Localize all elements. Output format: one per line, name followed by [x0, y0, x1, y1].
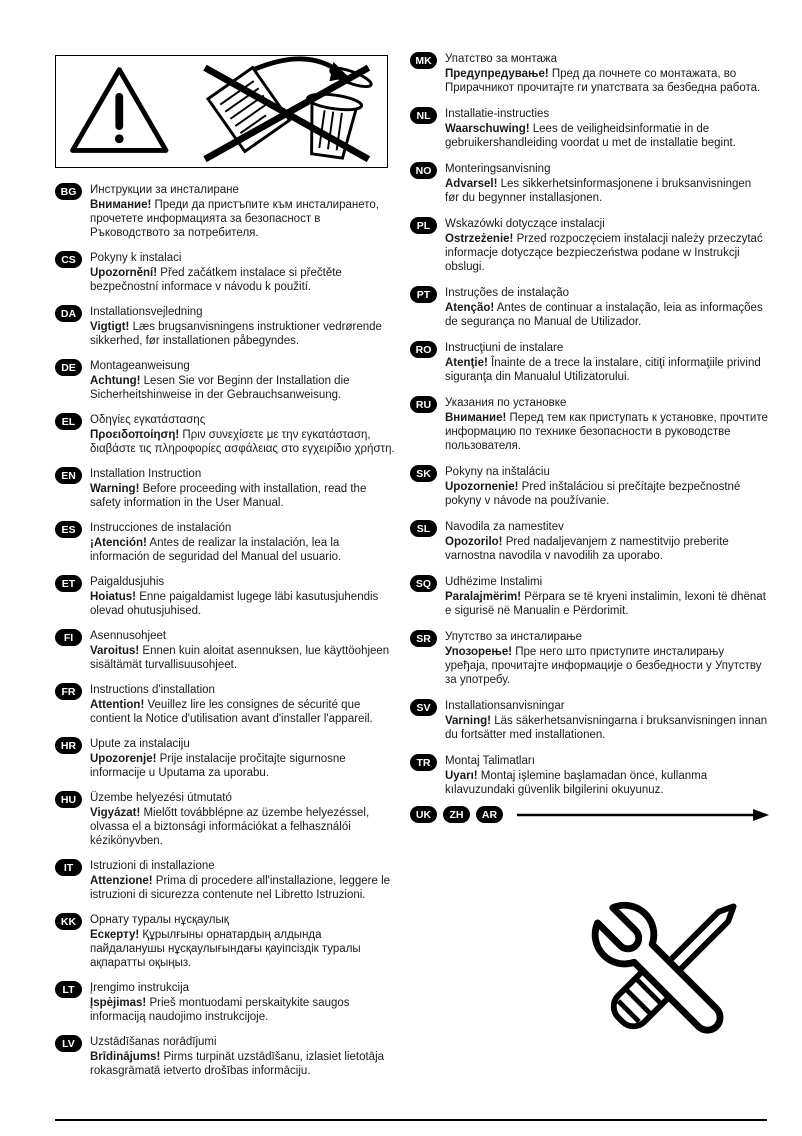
- warning-word: Varoitus!: [90, 645, 140, 657]
- language-code-badge-sq: SQ: [410, 575, 437, 592]
- entry-body: Varning! Läs säkerhetsanvisningarna i bruksanvisningen innan du fortsätter med installationen.: [445, 715, 768, 741]
- entry-body: Ескерту! Құрылғыны орнатардың алдында пайдаланушы нұсқаулығындағы қауіпсіздік туралы ақпаратты оқыңыз.: [90, 929, 361, 969]
- warning-word: Attenzione!: [90, 875, 153, 887]
- entry-title: Uzstādīšanas norādījumi: [90, 1036, 217, 1048]
- entry-text: [445, 52, 768, 95]
- language-entry-et: [55, 575, 395, 618]
- warning-word: Упозорење!: [445, 646, 513, 658]
- entry-body: Упозорење! Пре него што приступите инсталирању уређаја, прочитајте информације о безбедности у Упутству за употребу.: [445, 646, 762, 686]
- warning-word: Achtung!: [90, 375, 141, 387]
- entry-title: Įrengimo instrukcija: [90, 982, 190, 994]
- warning-word: Vigtigt!: [90, 321, 130, 333]
- warning-word: Advarsel!: [445, 178, 498, 190]
- entry-title: Montaj Talimatları: [445, 755, 535, 767]
- warning-word: ¡Atención!: [90, 537, 147, 549]
- language-code-badge-no: NO: [410, 162, 437, 179]
- entry-text: [445, 575, 768, 618]
- language-code-badge-el: EL: [55, 413, 82, 430]
- language-column-right: [410, 52, 768, 797]
- entry-text: [445, 520, 768, 563]
- entry-title: Pokyny k instalaci: [90, 252, 182, 264]
- language-column-left: [55, 183, 395, 1078]
- entry-text: [445, 341, 768, 384]
- language-code-badge-ro: RO: [410, 341, 437, 358]
- language-code-badge-et: ET: [55, 575, 82, 592]
- entry-body: Įspėjimas! Prieš montuodami perskaitykite saugos informaciją naudojimo instrukcijoje.: [90, 997, 350, 1023]
- language-entry-lt: [55, 981, 395, 1024]
- language-code-badge-lt: LT: [55, 981, 82, 998]
- language-code-badge-en: EN: [55, 467, 82, 484]
- entry-body: Vigtigt! Læs brugsanvisningens instruktioner vedrørende sikkerhed, før installationen påbegyndes.: [90, 321, 382, 347]
- entry-text: [90, 413, 395, 456]
- language-entry-el: [55, 413, 395, 456]
- language-code-badge-fi: FI: [55, 629, 82, 646]
- language-entry-sl: [410, 520, 768, 563]
- warning-illustration-box: [55, 55, 388, 168]
- language-entry-mk: [410, 52, 768, 95]
- entry-body: Ostrzeżenie! Przed rozpoczęciem instalacji należy przeczytać informacje dotyczące bezpieczeństwa podane w Instrukcji obslugi.: [445, 233, 763, 273]
- warning-word: Įspėjimas!: [90, 997, 147, 1009]
- language-entry-sr: [410, 630, 768, 687]
- entry-title: Asennusohjeet: [90, 630, 167, 642]
- entry-text: [445, 162, 768, 205]
- entry-title: Udhëzime Instalimi: [445, 576, 543, 588]
- entry-text: [90, 859, 395, 902]
- language-code-badge-sv: SV: [410, 699, 437, 716]
- language-entry-sk: [410, 465, 768, 508]
- entry-text: [90, 683, 395, 726]
- language-entry-pt: [410, 286, 768, 329]
- page-bottom-rule: [55, 1119, 767, 1121]
- warning-word: Attention!: [90, 699, 145, 711]
- entry-title: Installatie-instructies: [445, 108, 550, 120]
- entry-body: Внимание! Преди да пристъпите към инсталирането, прочетете информацията за безопасност в Ръководството за потребителя.: [90, 199, 379, 239]
- entry-text: [90, 981, 395, 1024]
- entry-body: Attention! Veuillez lire les consignes de sécurité que contient la Notice d'utilisation avant d'installer l'appareil.: [90, 699, 373, 725]
- language-entry-tr: [410, 754, 768, 797]
- entry-title: Instructions d'installation: [90, 684, 215, 696]
- warning-triangle-icon: [73, 70, 166, 151]
- entry-title: Упатство за монтажа: [445, 53, 558, 65]
- warning-word: Opozorilo!: [445, 536, 503, 548]
- entry-text: [90, 467, 395, 510]
- warning-word: Ostrzeżenie!: [445, 233, 514, 245]
- manual-in-trash-icon: [205, 59, 373, 160]
- entry-body: Внимание! Перед тем как приступать к установке, прочтите информацию по технике безопасности в руководстве пользователя.: [445, 412, 768, 452]
- entry-title: Упутство за инсталирање: [445, 631, 583, 643]
- warning-word: Varning!: [445, 715, 492, 727]
- entry-text: [445, 630, 768, 687]
- entry-text: [90, 791, 395, 848]
- language-entry-fi: [55, 629, 395, 672]
- entry-title: Указания по установке: [445, 397, 567, 409]
- do-not-discard-manual-icon: [56, 56, 386, 166]
- entry-body: Advarsel! Les sikkerhetsinformasjonene i bruksanvisningen før du begynner installasjonen.: [445, 178, 752, 204]
- warning-word: Upozorenje!: [90, 753, 157, 765]
- warning-word: Внимание!: [90, 199, 152, 211]
- entry-body: Upozornění! Před začátkem instalace si přečtěte bezpečnostní informace v návodu k použití.: [90, 267, 342, 293]
- entry-body: Brīdinājums! Pirms turpināt uzstādīšanu, izlasiet lietotāja rokasgrāmatā ietverto drošības informāciju.: [90, 1051, 385, 1077]
- entry-body: Hoiatus! Enne paigaldamist lugege läbi kasutusjuhendis olevad ohutusjuhised.: [90, 591, 379, 617]
- language-entry-en: [55, 467, 395, 510]
- entry-title: Installation Instruction: [90, 468, 202, 480]
- warning-word: Uyarı!: [445, 770, 478, 782]
- entry-title: Paigaldusjuhis: [90, 576, 165, 588]
- warning-word: Atenţie!: [445, 357, 488, 369]
- entry-body: Atenção! Antes de continuar a instalação, leia as informações de segurança no Manual de Utilizador.: [445, 302, 763, 328]
- language-entry-bg: [55, 183, 395, 240]
- language-code-badge-de: DE: [55, 359, 82, 376]
- entry-text: [445, 107, 768, 150]
- warning-word: Atenção!: [445, 302, 495, 314]
- language-entry-nl: [410, 107, 768, 150]
- entry-body: Προειδοποίηση! Πριν συνεχίσετε με την εγκατάσταση, διαβάστε τις πληροφορίες ασφάλειας στο εγχειρίδιο χρήστη.: [90, 429, 395, 455]
- language-entry-no: [410, 162, 768, 205]
- entry-title: Instruções de instalação: [445, 287, 570, 299]
- language-code-badge-da: DA: [55, 305, 82, 322]
- language-entry-de: [55, 359, 395, 402]
- entry-title: Pokyny na inštaláciu: [445, 466, 550, 478]
- entry-body: Atenţie! Înainte de a trece la instalare, citiţi informaţiile privind siguranţa din Manualul Utilizatorului.: [445, 357, 761, 383]
- entry-title: Installationsanvisningar: [445, 700, 565, 712]
- entry-text: [90, 183, 395, 240]
- language-code-badge-sr: SR: [410, 630, 437, 647]
- language-code-badge-pt: PT: [410, 286, 437, 303]
- warning-word: Warning!: [90, 483, 140, 495]
- entry-text: [445, 217, 768, 274]
- entry-body: Предупредување! Пред да почнете со монтажата, во Прирачникот прочитајте ги упатствата за безбедна работа.: [445, 68, 761, 94]
- entry-body: Warning! Before proceeding with installation, read the safety information in the User Manual.: [90, 483, 367, 509]
- warning-word: Προειδοποίηση!: [90, 429, 180, 441]
- entry-text: [90, 521, 395, 564]
- entry-text: [90, 305, 395, 348]
- language-entry-ro: [410, 341, 768, 384]
- warning-word: Upozornění!: [90, 267, 158, 279]
- language-code-badge-hu: HU: [55, 791, 82, 808]
- language-entry-hu: [55, 791, 395, 848]
- entry-title: Instrucciones de instalación: [90, 522, 232, 534]
- warning-word: Vigyázat!: [90, 807, 141, 819]
- language-code-badge-it: IT: [55, 859, 82, 876]
- language-code-badge-sl: SL: [410, 520, 437, 537]
- entry-body: Vigyázat! Mielőtt továbblépne az üzembe helyezéssel, olvassa el a biztonsági információkat a felhasználói kézikönyvben.: [90, 807, 370, 847]
- entry-title: Installationsvejledning: [90, 306, 203, 318]
- language-code-badge-tr: TR: [410, 754, 437, 771]
- warning-word: Внимание!: [445, 412, 507, 424]
- language-entry-da: [55, 305, 395, 348]
- warning-word: Upozornenie!: [445, 481, 519, 493]
- entry-body: Achtung! Lesen Sie vor Beginn der Installation die Sicherheitshinweise in der Gebrauchsanweisung.: [90, 375, 350, 401]
- language-code-badge-mk: MK: [410, 52, 437, 69]
- entry-title: Instrucţiuni de instalare: [445, 342, 564, 354]
- long-right-arrow-icon: [517, 808, 770, 822]
- language-code-badge-fr: FR: [55, 683, 82, 700]
- entry-title: Üzembe helyezési útmutató: [90, 792, 232, 804]
- language-code-badge-hr: HR: [55, 737, 82, 754]
- warning-word: Waarschuwing!: [445, 123, 530, 135]
- warning-word: Brīdinājums!: [90, 1051, 161, 1063]
- entry-text: [445, 754, 768, 797]
- entry-title: Navodila za namestitev: [445, 521, 564, 533]
- language-code-badge-bg: BG: [55, 183, 82, 200]
- entry-title: Monteringsanvisning: [445, 163, 551, 175]
- warning-word: Paralajmërim!: [445, 591, 522, 603]
- language-code-badge-es: ES: [55, 521, 82, 538]
- entry-text: [90, 1035, 395, 1078]
- language-entry-cs: [55, 251, 395, 294]
- language-entry-hr: [55, 737, 395, 780]
- tools-illustration: [560, 865, 765, 1095]
- entry-text: [90, 913, 395, 970]
- entry-title: Инструкции за инсталиране: [90, 184, 239, 196]
- entry-text: [90, 629, 395, 672]
- language-code-badge-nl: NL: [410, 107, 437, 124]
- language-code-badge-lv: LV: [55, 1035, 82, 1052]
- entry-text: [445, 699, 768, 742]
- language-code-badge-zh: ZH: [443, 806, 470, 823]
- wrench-and-screwdriver-icon: [560, 865, 765, 1090]
- entry-text: [445, 396, 768, 453]
- language-code-badge-kk: KK: [55, 913, 82, 930]
- entry-body: Waarschuwing! Lees de veiligheidsinformatie in de gebruikershandleiding voordat u met de installatie begint.: [445, 123, 736, 149]
- entry-title: Montageanweisung: [90, 360, 190, 372]
- entry-body: ¡Atención! Antes de realizar la instalación, lea la información de seguridad del Manual del usuario.: [90, 537, 342, 563]
- language-entry-fr: [55, 683, 395, 726]
- warning-word: Предупредување!: [445, 68, 549, 80]
- entry-body: Upozorenje! Prije instalacije pročitajte sigurnosne informacije u Uputama za uporabu.: [90, 753, 346, 779]
- entry-body: Upozornenie! Pred inštaláciou si prečítajte bezpečnostné pokyny v návode na používanie.: [445, 481, 741, 507]
- entry-text: [90, 737, 395, 780]
- language-entry-kk: [55, 913, 395, 970]
- warning-word: Ескерту!: [90, 929, 140, 941]
- entry-title: Istruzioni di installazione: [90, 860, 215, 872]
- entry-body: Uyarı! Montaj işlemine başlamadan önce, kullanma kılavuzundaki güvenlik bilgilerini okuyunuz.: [445, 770, 708, 796]
- entry-body: Varoitus! Ennen kuin aloitat asennuksen, lue käyttöohjeen sisältämät turvallisuusohjeet.: [90, 645, 390, 671]
- entry-body: Attenzione! Prima di procedere all'installazione, leggere le istruzioni di sicurezza contenute nel Libretto Istruzioni.: [90, 875, 391, 901]
- language-entry-pl: [410, 217, 768, 274]
- language-code-badge-ru: RU: [410, 396, 437, 413]
- language-entry-sq: [410, 575, 768, 618]
- language-code-badge-pl: PL: [410, 217, 437, 234]
- warning-word: Hoiatus!: [90, 591, 136, 603]
- language-entry-ru: [410, 396, 768, 453]
- entry-title: Орнату туралы нұсқаулық: [90, 914, 229, 926]
- entry-title: Wskazówki dotyczące instalacji: [445, 218, 605, 230]
- entry-text: [445, 286, 768, 329]
- entry-title: Οδηγίες εγκατάστασης: [90, 414, 206, 426]
- language-entry-sv: [410, 699, 768, 742]
- entry-text: [90, 251, 395, 294]
- extra-language-codes-row: [410, 806, 770, 823]
- entry-text: [445, 465, 768, 508]
- entry-title: Upute za instalaciju: [90, 738, 190, 750]
- language-code-badge-sk: SK: [410, 465, 437, 482]
- language-code-badge-ar: AR: [476, 806, 503, 823]
- language-code-badge-uk: UK: [410, 806, 437, 823]
- language-entry-lv: [55, 1035, 395, 1078]
- entry-body: Opozorilo! Pred nadaljevanjem z namestitvijo preberite varnostna navodila v navodilih za uporabo.: [445, 536, 729, 562]
- language-entry-es: [55, 521, 395, 564]
- entry-text: [90, 359, 395, 402]
- entry-body: Paralajmërim! Përpara se të kryeni instalimin, lexoni të dhënat e sigurisë në Manualin e Përdorimit.: [445, 591, 766, 617]
- language-entry-it: [55, 859, 395, 902]
- entry-text: [90, 575, 395, 618]
- language-code-badge-cs: CS: [55, 251, 82, 268]
